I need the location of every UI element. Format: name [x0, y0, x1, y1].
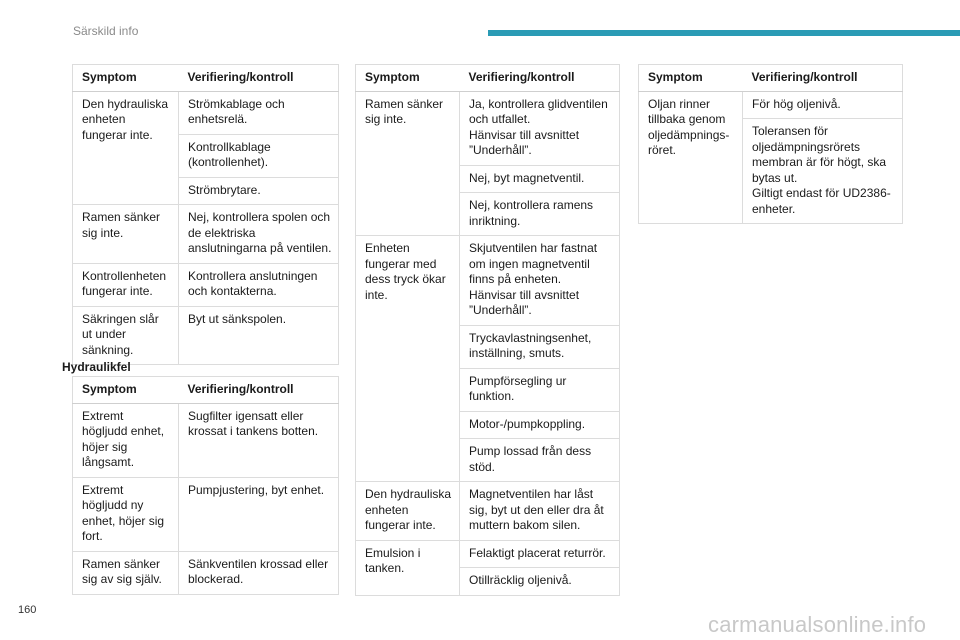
diagnostics-table-oil: [638, 64, 903, 224]
check-cell: Strömbrytare.: [179, 177, 339, 205]
section-title-hydraulic: Hydraulikfel: [62, 360, 131, 374]
page-number: 160: [18, 604, 37, 616]
symptom-cell: Den hydrauliska enheten fungerar inte.: [356, 482, 460, 541]
table-row: [73, 551, 339, 594]
check-cell: Tryckavlastningsenhet, inställning, smuts.: [460, 325, 620, 368]
watermark: carmanualsonline.info: [708, 612, 927, 637]
section-header: Särskild info: [73, 24, 139, 38]
table-row: [639, 91, 903, 119]
column-header-check: Verifiering/kontroll: [743, 65, 903, 92]
column-header-symptom: Symptom: [73, 377, 179, 404]
column-header-symptom: Symptom: [356, 65, 460, 92]
symptom-cell: Oljan rinner tillbaka genom oljedämpnings-röret.: [639, 91, 743, 224]
symptom-cell: Extremt högljudd ny enhet, höjer sig fort.: [73, 477, 179, 551]
check-cell: För hög oljenivå.: [743, 91, 903, 119]
check-cell: Nej, kontrollera ramens inriktning.: [460, 193, 620, 236]
table-row: [356, 91, 620, 165]
check-cell: Nej, byt magnetventil.: [460, 165, 620, 193]
table-header-row: [73, 65, 339, 92]
symptom-cell: Emulsion i tanken.: [356, 540, 460, 595]
table-row: [356, 540, 620, 568]
diagnostics-table-hydraulic: [72, 376, 339, 595]
check-cell: Kontrollera anslutningen och kontakterna.: [179, 263, 339, 306]
check-cell: Sänkventilen krossad eller blockerad.: [179, 551, 339, 594]
table-row: [73, 403, 339, 477]
column-header-symptom: Symptom: [639, 65, 743, 92]
check-cell: Pump lossad från dess stöd.: [460, 439, 620, 482]
symptom-cell: Kontrollenheten fungerar inte.: [73, 263, 179, 306]
table-row: [356, 482, 620, 541]
symptom-cell: Enheten fungerar med dess tryck ökar inte.: [356, 236, 460, 482]
check-cell: Toleransen för oljedämpningsrörets membran är för högt, ska bytas ut. Giltigt endast för UD2386-enheter.: [743, 119, 903, 224]
table-row: [356, 236, 620, 326]
diagnostics-table-electrical: [72, 64, 339, 365]
symptom-cell: Ramen sänker sig inte.: [73, 205, 179, 264]
table-row: [73, 477, 339, 551]
check-cell: Kontrollkablage (kontrollenhet).: [179, 134, 339, 177]
symptom-cell: Extremt högljudd enhet, höjer sig långsamt.: [73, 403, 179, 477]
check-cell: Strömkablage och enhetsrelä.: [179, 91, 339, 134]
check-cell: Felaktigt placerat returrör.: [460, 540, 620, 568]
symptom-cell: Säkringen slår ut under sänkning.: [73, 306, 179, 365]
table-row: [73, 263, 339, 306]
check-cell: Magnetventilen har låst sig, byt ut den eller dra åt muttern bakom silen.: [460, 482, 620, 541]
column-header-symptom: Symptom: [73, 65, 179, 92]
column-header-check: Verifiering/kontroll: [179, 377, 339, 404]
symptom-cell: Den hydrauliska enheten fungerar inte.: [73, 91, 179, 205]
table-header-row: [356, 65, 620, 92]
symptom-cell: Ramen sänker sig av sig själv.: [73, 551, 179, 594]
table-header-row: [639, 65, 903, 92]
header-accent-bar: [488, 30, 960, 36]
symptom-cell: Ramen sänker sig inte.: [356, 91, 460, 236]
check-cell: Ja, kontrollera glidventilen och utfallet. Hänvisar till avsnittet ”Underhåll”.: [460, 91, 620, 165]
table-row: [73, 205, 339, 264]
check-cell: Nej, kontrollera spolen och de elektriska anslutningarna på ventilen.: [179, 205, 339, 264]
check-cell: Otillräcklig oljenivå.: [460, 568, 620, 596]
table-header-row: [73, 377, 339, 404]
diagnostics-table-hydraulic-continued: [355, 64, 620, 596]
check-cell: Byt ut sänkspolen.: [179, 306, 339, 365]
table-row: [73, 306, 339, 365]
column-header-check: Verifiering/kontroll: [460, 65, 620, 92]
check-cell: Skjutventilen har fastnat om ingen magnetventil finns på enheten. Hänvisar till avsnittet ”Underhåll”.: [460, 236, 620, 326]
table-row: [73, 91, 339, 134]
check-cell: Motor-/pumpkoppling.: [460, 411, 620, 439]
column-header-check: Verifiering/kontroll: [179, 65, 339, 92]
check-cell: Pumpjustering, byt enhet.: [179, 477, 339, 551]
check-cell: Sugfilter igensatt eller krossat i tankens botten.: [179, 403, 339, 477]
check-cell: Pumpförsegling ur funktion.: [460, 368, 620, 411]
